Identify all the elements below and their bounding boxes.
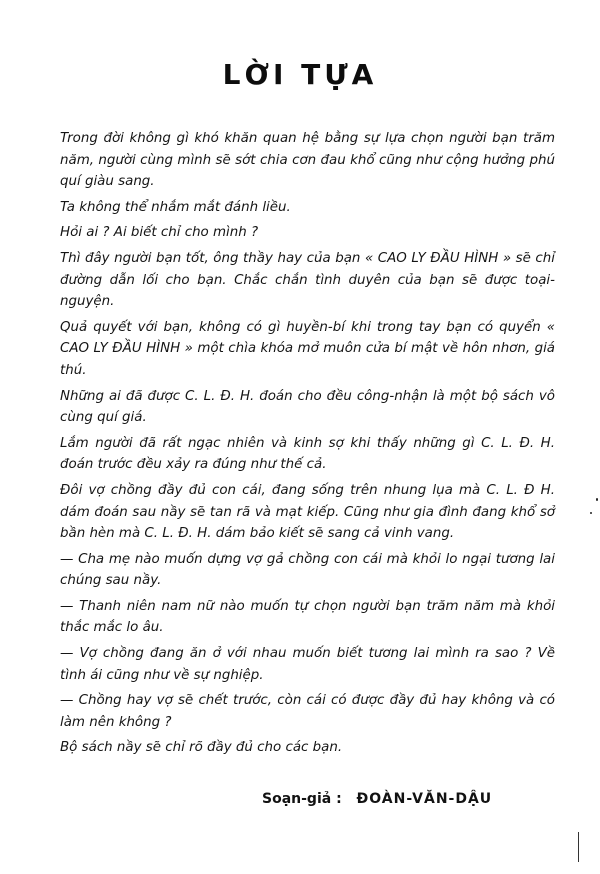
paragraph: Lắm người đã rất ngạc nhiên và kinh sợ khi thấy những gì C. L. Đ. H. đoán trước đều xảy ra đúng như thế cả. (60, 435, 555, 473)
paragraph: Trong đời không gì khó khăn quan hệ bằng sự lựa chọn người bạn trăm năm, người cùng mình sẽ sớt chia cơn đau khổ cũng như cộng hưởng phú quí giàu sang. (60, 131, 555, 190)
paragraph: — Cha mẹ nào muốn dựng vợ gả chồng con cái mà khỏi lo ngại tương lai chúng sau nầy. (60, 551, 555, 589)
scan-margin-mark (578, 832, 579, 862)
paragraph: Hỏi ai ? Ai biết chỉ cho mình ? (60, 225, 259, 241)
paragraph: — Thanh niên nam nữ nào muốn tự chọn người bạn trăm năm mà khỏi thắc mắc lo âu. (60, 598, 555, 636)
paragraph: Những ai đã được C. L. Đ. H. đoán cho đều công-nhận là một bộ sách vô cùng quí giá. (60, 388, 555, 426)
author-label: Soạn-giả : (262, 791, 342, 807)
paragraph: — Vợ chồng đang ăn ở với nhau muốn biết tương lai mình ra sao ? Về tình ái cũng như về sự nghiệp. (60, 646, 555, 683)
author-signature (262, 791, 562, 807)
scan-speck (596, 498, 598, 501)
paragraph: Bộ sách nầy sẽ chỉ rõ đầy đủ cho các bạn. (60, 740, 343, 756)
paragraph: Quả quyết với bạn, không có gì huyền-bí khi trong tay bạn có quyển « CAO LY ĐẦU HÌNH » một chìa khóa mở muôn cửa bí mật về hôn nhơn, giá thú. (60, 319, 555, 378)
paragraph: Ta không thể nhắm mắt đánh liều. (60, 199, 291, 215)
page-title: LỜI TỰA (222, 58, 378, 91)
paragraph: — Chồng hay vợ sẽ chết trước, còn cái có được đầy đủ hay không và có làm nên không ? (60, 693, 555, 730)
paragraph: Thì đây người bạn tốt, ông thầy hay của bạn « CAO LY ĐẦU HÌNH » sẽ chỉ đường dẫn lối cho bạn. Chắc chắn tình duyên của bạn sẽ được toại-nguyện. (60, 250, 555, 310)
scan-speck (590, 512, 592, 514)
paragraph: Đôi vợ chồng đầy đủ con cái, đang sống trên nhung lụa mà C. L. Đ H. dám đoán sau nầy sẽ tan rã và mạt kiếp. Cũng như gia đình đang khổ sở bần hèn mà C. L. Đ. H. dám bảo kiết sẽ sang cả vinh vang. (60, 482, 555, 542)
author-name: ĐOÀN-VĂN-DẬU (356, 791, 493, 807)
preface-body (60, 128, 555, 763)
